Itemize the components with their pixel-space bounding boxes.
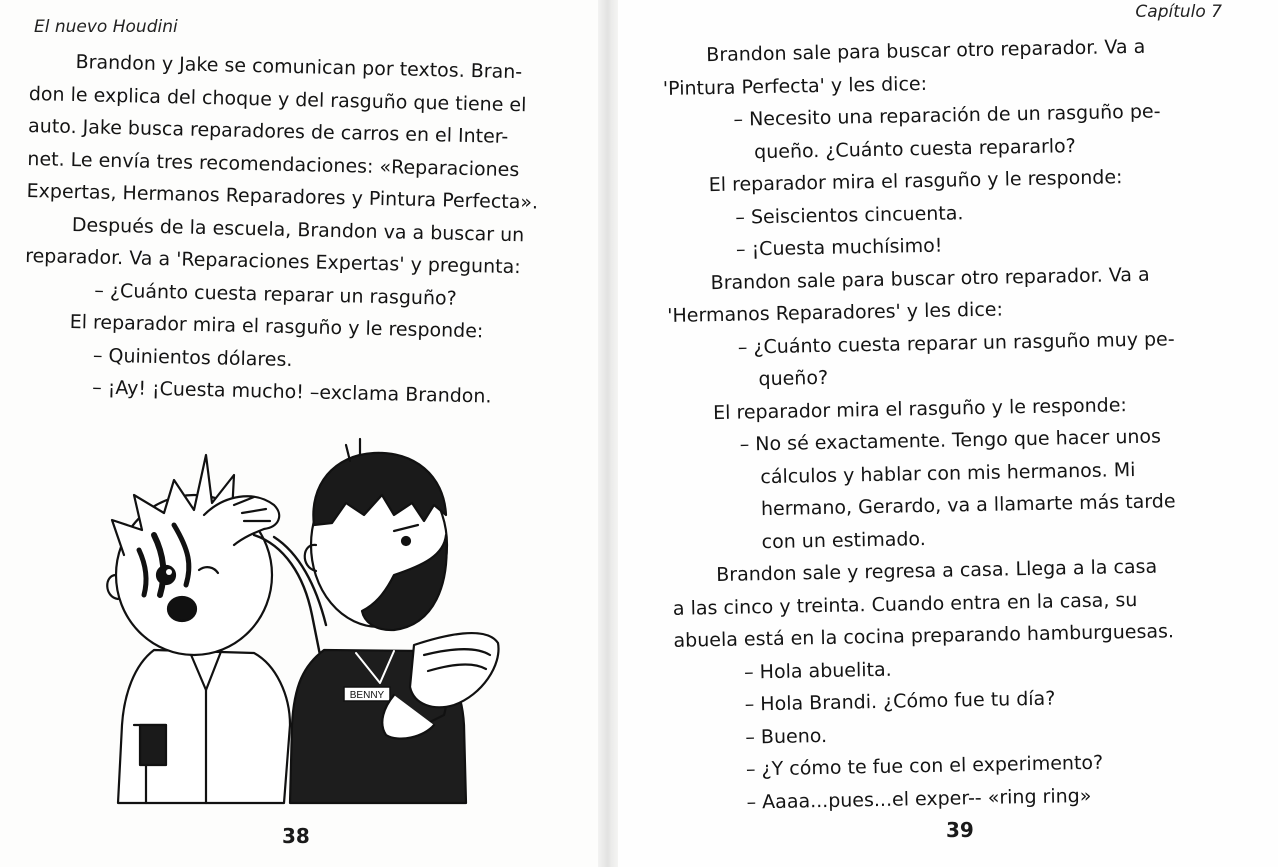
held-car-part <box>410 633 499 707</box>
right-page-text <box>662 29 1257 820</box>
left-page-text <box>22 45 560 414</box>
text-line: Expertas, Hermanos Reparadores y Pintura Perfecta». <box>26 179 539 214</box>
text-line: – Hola abuelita. <box>743 658 892 684</box>
text-line: – Hola Brandi. ¿Cómo fue tu día? <box>744 687 1056 716</box>
boy-mouth <box>168 597 196 621</box>
text-line: Brandon y Jake se comunican por textos. Bran- <box>75 51 523 84</box>
text-line: – ¡Cuesta muchísimo! <box>735 234 943 261</box>
text-line: cálculos y hablar con mis hermanos. Mi <box>760 458 1136 488</box>
text-line: Brandon sale y regresa a casa. Llega a la casa <box>716 555 1158 587</box>
text-line: 'Hermanos Reparadores' y les dice: <box>667 298 1004 327</box>
text-line: abuela está en la cocina preparando hamburguesas. <box>673 620 1175 652</box>
left-page <box>0 0 600 867</box>
text-line: reparador. Va a 'Reparaciones Expertas' y pregunta: <box>24 244 521 279</box>
text-line: don le explica del choque y del rasguño que tiene el <box>28 82 527 116</box>
text-line: – ¿Y cómo te fue con el experimento? <box>745 751 1104 781</box>
text-line: – ¿Cuánto cuesta reparar un rasguño? <box>94 279 457 310</box>
text-line: queño? <box>758 366 829 391</box>
text-line: El reparador mira el rasguño y le responde: <box>712 393 1128 424</box>
text-line: Brandon sale para buscar otro reparador. Va a <box>710 263 1150 294</box>
page-number-left: 38 <box>282 824 310 848</box>
right-page <box>618 0 1278 867</box>
text-line: auto. Jake busca reparadores de carros en el Inter- <box>27 114 509 148</box>
text-line: 'Pintura Perfecta' y les dice: <box>662 72 928 100</box>
running-head-chapter: Capítulo 7 <box>1135 2 1222 22</box>
text-line: El reparador mira el rasguño y le responde: <box>69 310 484 343</box>
text-line: – Seiscientos cincuenta. <box>735 201 964 229</box>
text-line: Después de la escuela, Brandon va a buscar un <box>71 213 525 246</box>
name-tag-text: BENNY <box>349 690 385 701</box>
text-line: – Necesito una reparación de un rasguño pe- <box>733 100 1161 131</box>
text-line: a las cinco y treinta. Cuando entra en la casa, su <box>672 588 1138 620</box>
text-line: – ¡Ay! ¡Cuesta mucho! –exclama Brandon. <box>91 376 492 408</box>
text-line: queño. ¿Cuánto cuesta repararlo? <box>753 134 1076 163</box>
text-line: El reparador mira el rasguño y le responde: <box>708 166 1123 197</box>
illustration-brandon-and-repairman <box>94 425 504 810</box>
text-line: – Quinientos dólares. <box>92 344 293 371</box>
text-line: hermano, Gerardo, va a llamarte más tarde <box>760 490 1176 521</box>
text-line: Brandon sale para buscar otro reparador. Va a <box>706 35 1146 67</box>
boy-sleeve-band <box>140 725 166 765</box>
page-number-right: 39 <box>946 818 974 842</box>
book-gutter <box>598 0 620 867</box>
text-line: – No sé exactamente. Tengo que hacer unos <box>739 425 1162 456</box>
text-line: con un estimado. <box>761 527 926 553</box>
text-line: – Bueno. <box>745 724 828 749</box>
text-line: – ¿Cuánto cuesta reparar un rasguño muy pe- <box>737 327 1175 359</box>
text-line: net. Le envía tres recomendaciones: «Reparaciones <box>27 147 520 181</box>
text-line: – Aaaa...pues...el exper-- «ring ring» <box>746 784 1092 814</box>
running-head-title: El nuevo Houdini <box>34 17 178 37</box>
